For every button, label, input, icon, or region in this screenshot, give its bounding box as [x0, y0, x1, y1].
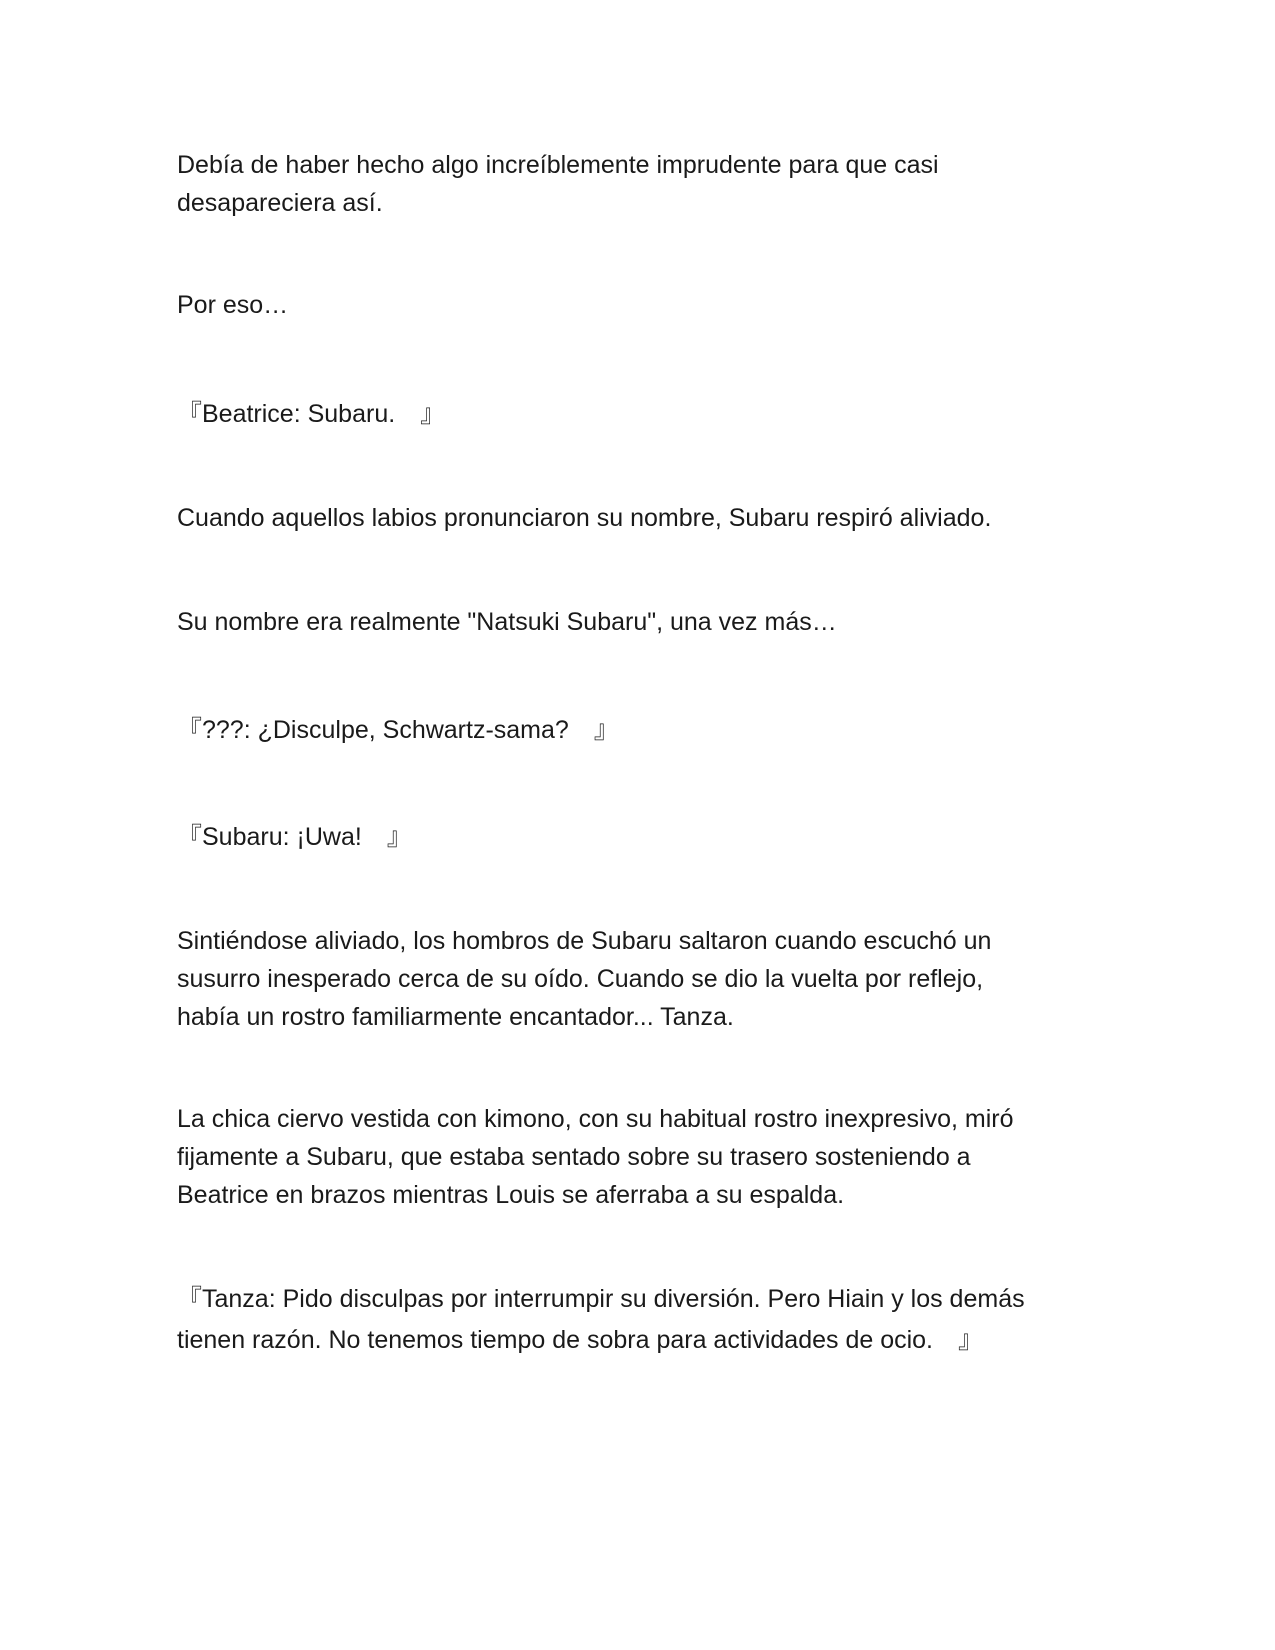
text-line: tienen razón. No tenemos tiempo de sobra para actividades de ocio. 』 [177, 1326, 984, 1354]
paragraph-8 [177, 922, 1107, 1036]
text-line: 『Beatrice: Subaru. 』 [177, 400, 446, 428]
text-line: había un rostro familiarmente encantador... Tanza. [177, 1003, 734, 1031]
paragraph-2 [177, 286, 1107, 324]
dialogue-subaru [177, 818, 1107, 856]
text-line: desapareciera así. [177, 189, 383, 217]
text-line: Por eso… [177, 291, 289, 319]
text-line: Su nombre era realmente "Natsuki Subaru", una vez más… [177, 608, 837, 636]
text-line: 『???: ¿Disculpe, Schwartz-sama? 』 [177, 716, 619, 744]
text-line: Debía de haber hecho algo increíblemente imprudente para que casi [177, 151, 939, 179]
text-line: susurro inesperado cerca de su oído. Cuando se dio la vuelta por reflejo, [177, 965, 984, 993]
dialogue-beatrice [177, 395, 1107, 433]
text-line: Beatrice en brazos mientras Louis se aferraba a su espalda. [177, 1181, 845, 1209]
paragraph-1 [177, 146, 1107, 222]
dialogue-unknown [177, 711, 1107, 749]
paragraph-9 [177, 1100, 1107, 1214]
paragraph-5 [177, 603, 1107, 641]
text-line: 『Subaru: ¡Uwa! 』 [177, 823, 412, 851]
paragraph-4 [177, 499, 1107, 537]
text-line: Cuando aquellos labios pronunciaron su nombre, Subaru respiró aliviado. [177, 504, 992, 532]
text-line: Sintiéndose aliviado, los hombros de Subaru saltaron cuando escuchó un [177, 927, 992, 955]
text-line: fijamente a Subaru, que estaba sentado sobre su trasero sosteniendo a [177, 1143, 971, 1171]
text-line: La chica ciervo vestida con kimono, con su habitual rostro inexpresivo, miró [177, 1105, 1014, 1133]
dialogue-tanza [177, 1279, 1107, 1361]
text-line: 『Tanza: Pido disculpas por interrumpir su diversión. Pero Hiain y los demás [177, 1285, 1025, 1313]
